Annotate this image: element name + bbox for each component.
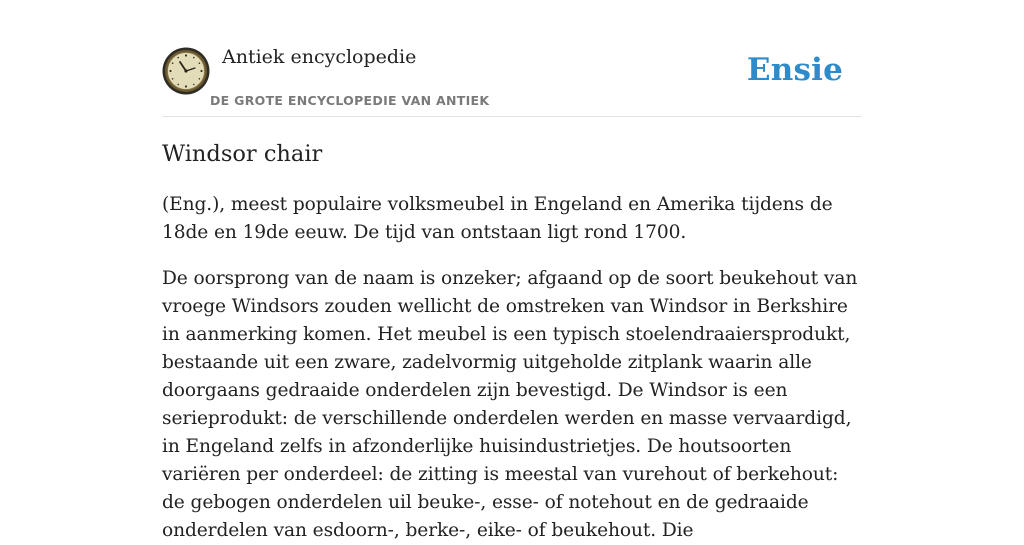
site-title[interactable]: Antiek encyclopedie xyxy=(222,46,417,68)
site-subtitle: DE GROTE ENCYCLOPEDIE VAN ANTIEK xyxy=(210,93,490,108)
ensie-logo-link[interactable]: Ensie xyxy=(746,52,843,88)
article-paragraph: De oorsprong van de naam is onzeker; afgaand op de soort beukehout van vroege Windsors zouden wellicht de omstreken van Windsor in Berkshire in aanmerking komen. Het meubel is een typisch stoelendraaiersprodukt, bestaande uit een zware, zadelvormig uitgeholde zitplank waarin alle doorgaans gedraaide onderdelen zijn bevestigd. De Windsor is een serieprodukt: de verschillende onderdelen werden en masse vervaardigd, in Engeland zelfs in afzonderlijke huisindustrietjes. De houtsoorten variëren per onderdeel: de zitting is meestal van vurehout of berkehout: de gebogen onderdelen uil beuke-, esse- of notehout en de gedraaide onderdelen van esdoorn-, berke-, eike- of beukehout. Die xyxy=(162,268,858,541)
article xyxy=(162,139,864,545)
antique-clock-icon[interactable] xyxy=(162,47,210,95)
article-title: Windsor chair xyxy=(162,141,323,167)
article-paragraph: (Eng.), meest populaire volksmeubel in Engeland en Amerika tijdens de 18de en 19de eeuw. De tijd van ontstaan ligt rond 1700. xyxy=(162,194,833,243)
site-header xyxy=(162,40,862,117)
